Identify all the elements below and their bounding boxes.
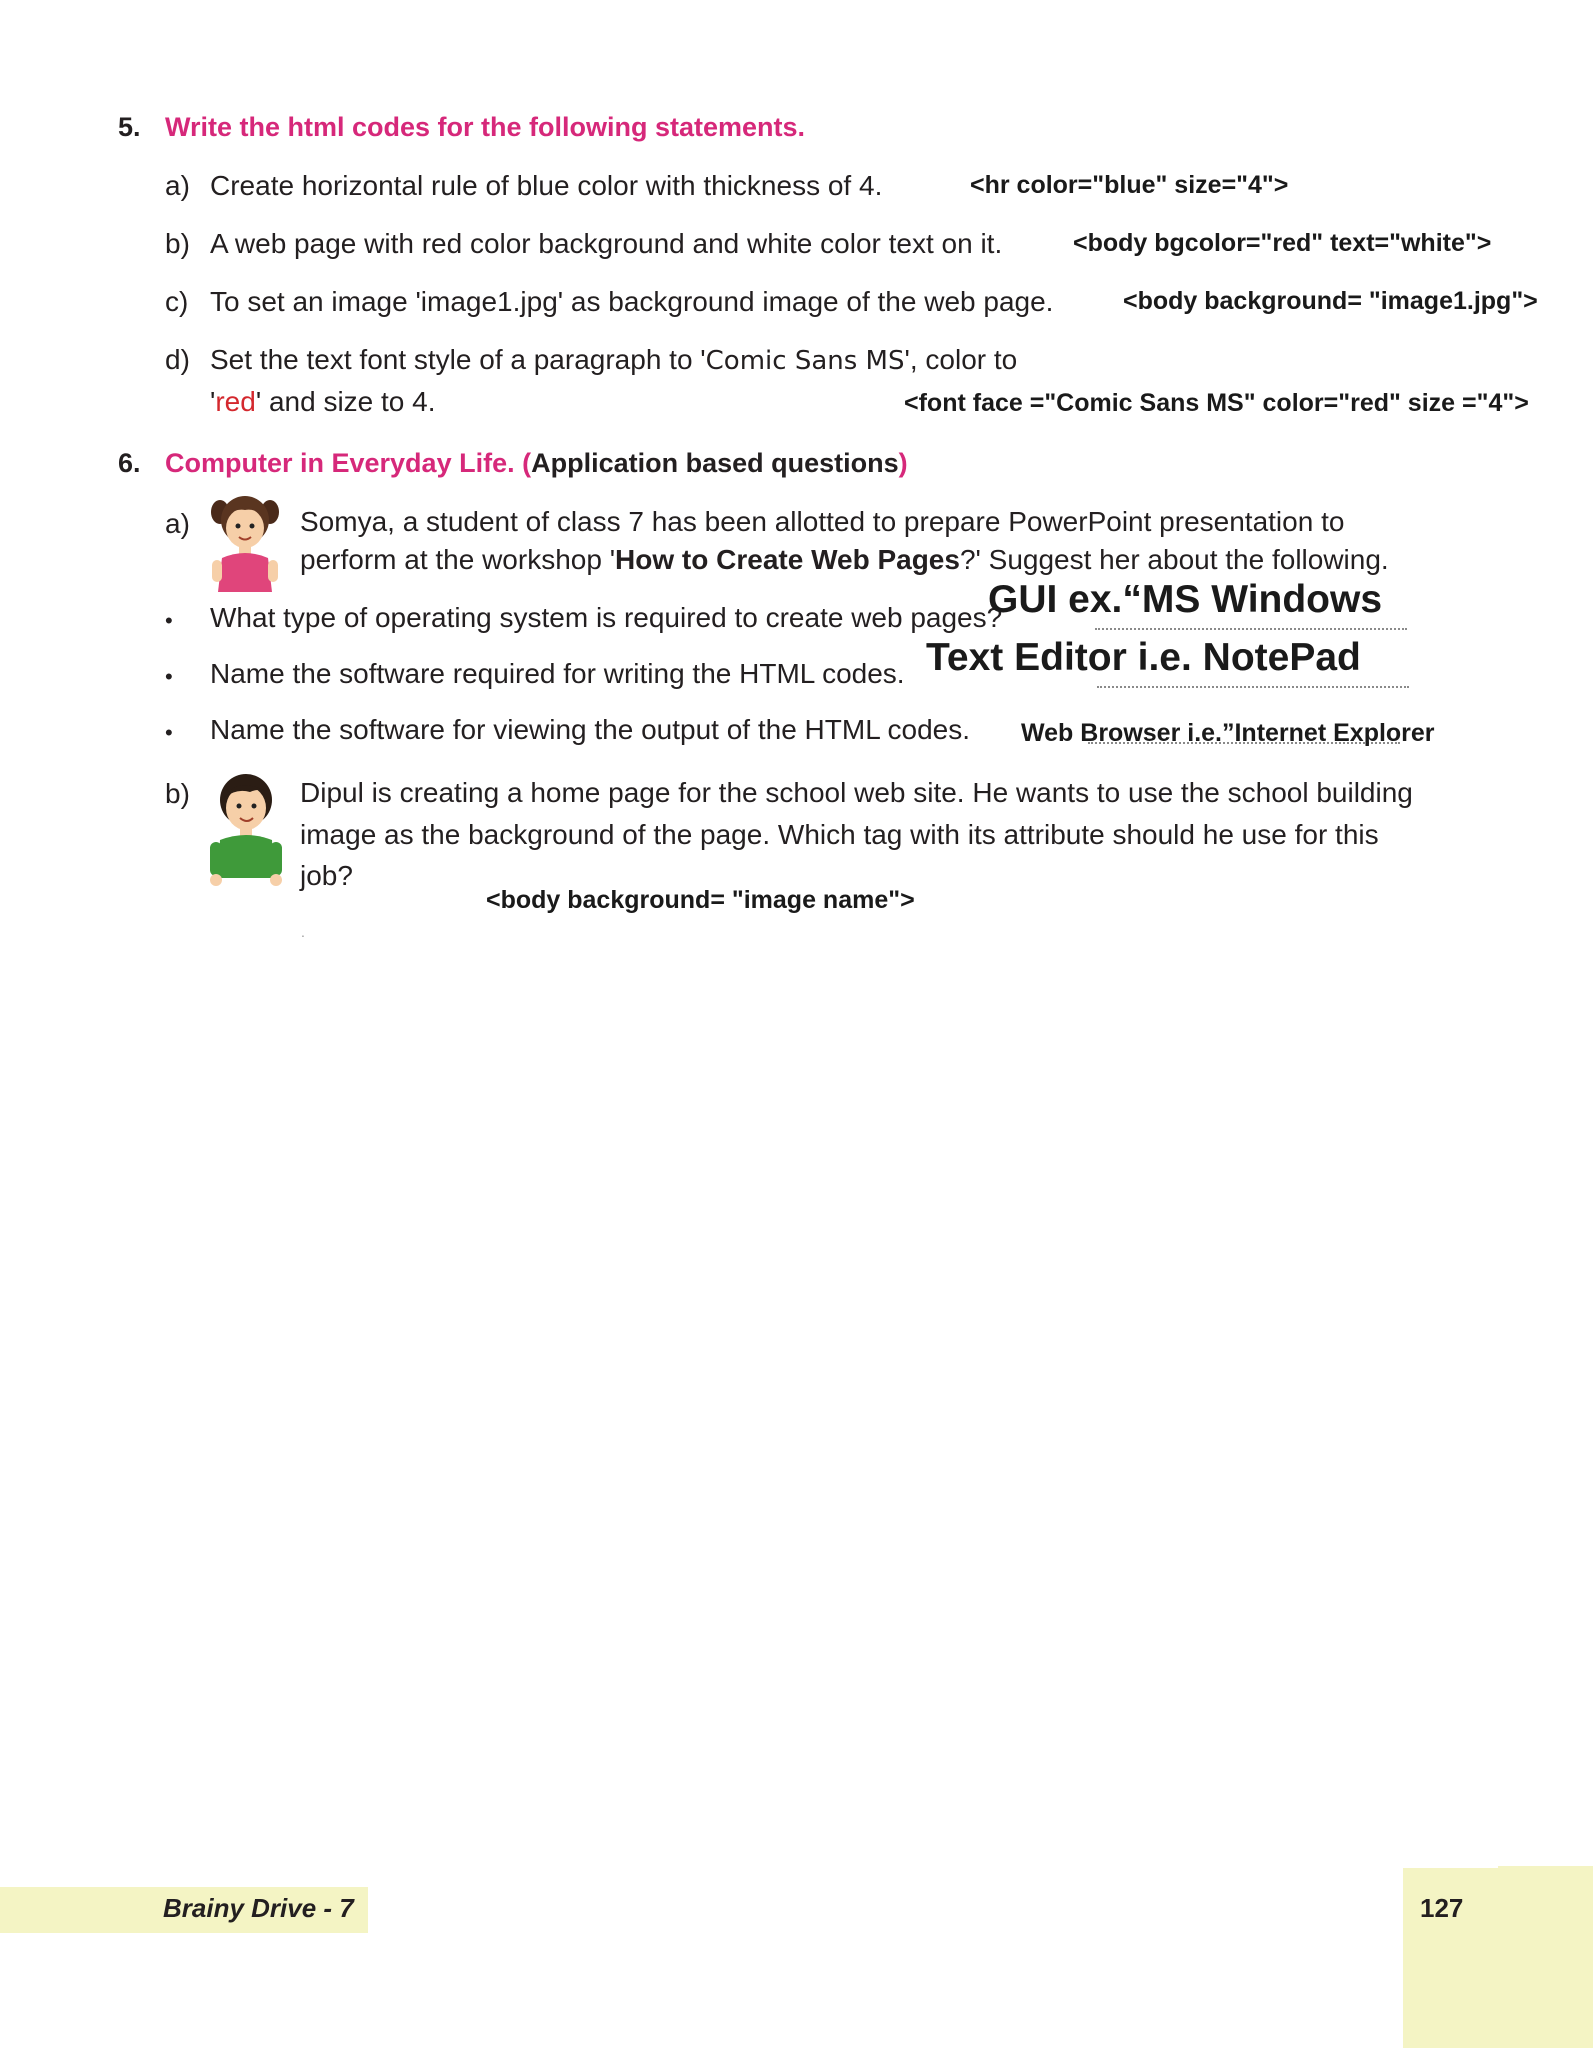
answer-line-1 (1095, 628, 1407, 630)
boy-avatar (206, 766, 286, 902)
bullet-2-answer: Text Editor i.e. NotePad (926, 636, 1361, 679)
q6-number: 6. (118, 448, 141, 478)
q5d-label: d) (165, 344, 190, 375)
q5d-text-line2: 'red' and size to 4. (210, 386, 436, 417)
bullet-3-answer: Web Browser i.e.”Internet Explorer (1021, 719, 1435, 747)
q6b-line1: Dipul is creating a home page for the school web site. He wants to use the school building (300, 777, 1413, 808)
q6b-line2: image as the background of the page. Which tag with its attribute should he use for this (300, 819, 1379, 850)
q6-heading: Computer in Everyday Life. (Application based questions) (165, 448, 908, 478)
q5d-answer: <font face ="Comic Sans MS" color="red" size ="4"> (904, 389, 1529, 417)
answer-line-2 (1097, 686, 1409, 688)
bullet-3-text: Name the software for viewing the output of the HTML codes. (210, 714, 971, 745)
bullet-1: • (165, 608, 173, 633)
q6a-line2: perform at the workshop 'How to Create Web Pages?' Suggest her about the following. (300, 544, 1389, 575)
q5b-text: A web page with red color background and white color text on it. (210, 228, 1003, 259)
bullet-1-answer: GUI ex.“MS Windows (988, 578, 1383, 621)
q6b-label: b) (165, 778, 190, 809)
q6a-line1: Somya, a student of class 7 has been allotted to prepare PowerPoint presentation to (300, 506, 1345, 537)
q5d-text-line1: Set the text font style of a paragraph to 'Comic Sans MS', color to (210, 344, 1018, 376)
q5c-label: c) (165, 286, 189, 317)
red-word: red (215, 386, 256, 417)
q5c-text: To set an image 'image1.jpg' as background image of the web page. (210, 286, 1054, 317)
stray-mark: . (301, 924, 305, 940)
q5c-answer: <body background= "image1.jpg"> (1123, 287, 1538, 315)
q6a-label: a) (165, 508, 190, 539)
q5-heading: Write the html codes for the following statements. (165, 112, 806, 142)
q5a-label: a) (165, 170, 190, 201)
bullet-3: • (165, 720, 173, 745)
q6b-answer: <body background= "image name"> (486, 886, 915, 914)
girl-avatar (206, 488, 284, 598)
q5b-label: b) (165, 228, 190, 259)
q5a-answer: <hr color="blue" size="4"> (970, 171, 1289, 199)
q6b-line3: job? (300, 860, 353, 891)
page-number: 127 (1420, 1893, 1464, 1923)
q5a-text: Create horizontal rule of blue color with thickness of 4. (210, 170, 883, 201)
footer-book-title: Brainy Drive - 7 (163, 1893, 354, 1923)
q5-number: 5. (118, 112, 141, 142)
q5b-answer: <body bgcolor="red" text="white"> (1073, 229, 1492, 257)
bullet-1-text: What type of operating system is required to create web pages? (210, 602, 1003, 633)
comic-sans-sample: Comic Sans MS (705, 346, 905, 376)
bullet-2: • (165, 664, 173, 689)
bullet-2-text: Name the software required for writing the HTML codes. (210, 658, 905, 689)
